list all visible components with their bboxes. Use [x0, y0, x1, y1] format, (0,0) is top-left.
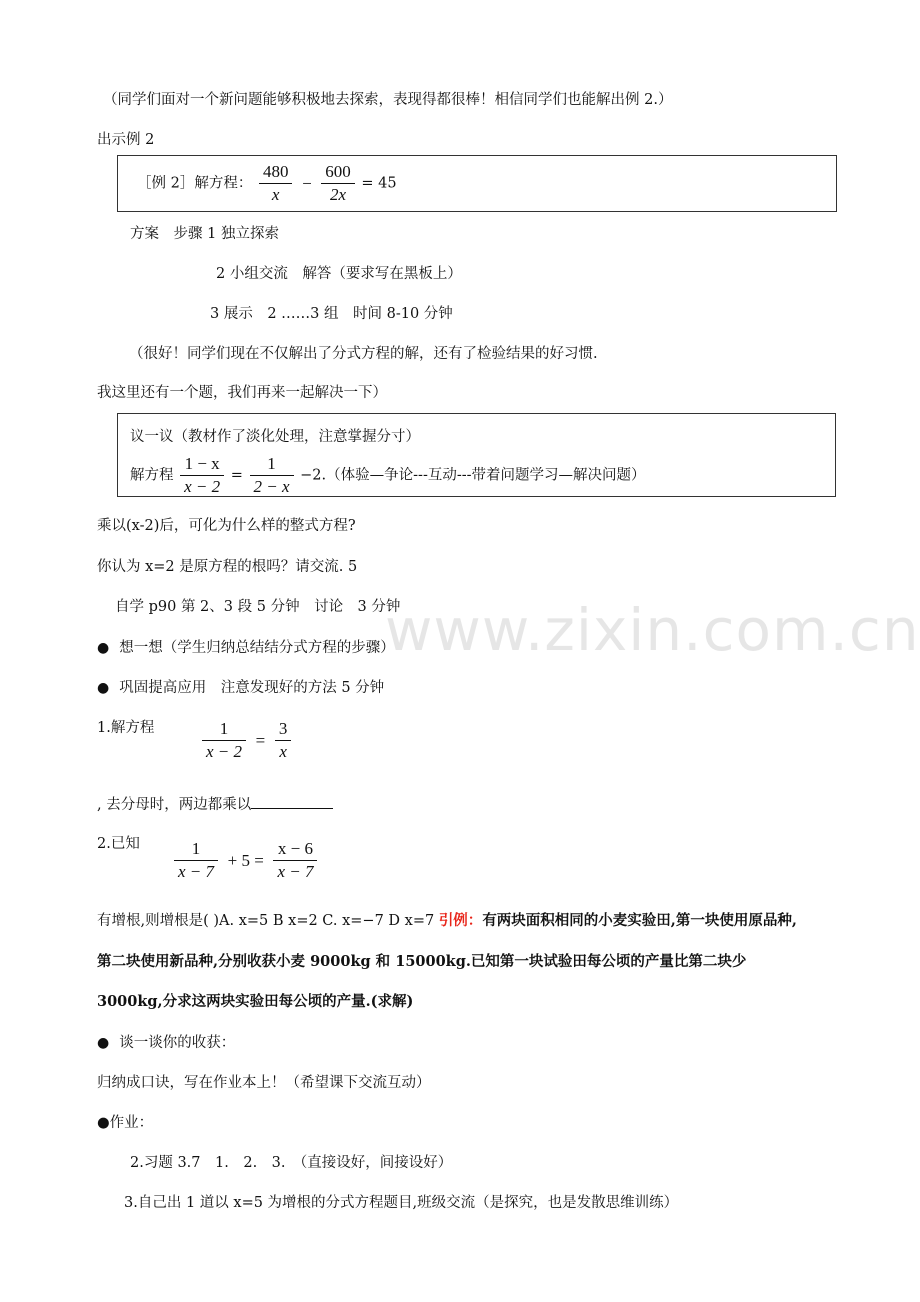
example-intro-text-1: 有两块面积相同的小麦实验田,第一块使用原品种, — [482, 912, 797, 929]
bullet-icon: ● — [97, 680, 110, 696]
self-study: 自学 p90 第 2、3 段 5 分钟 讨论 3 分钟 — [115, 599, 401, 615]
praise-line-2: 我这里还有一个题，我们再来一起解决一下） — [97, 385, 387, 401]
praise-line-1: （很好！同学们现在不仅解出了分式方程的解，还有了检验结果的好习惯. — [129, 346, 598, 362]
fraction-1-over-x-minus-2 — [202, 718, 246, 763]
exercise-1-text: , 去分母时，两边都乘以 — [97, 797, 252, 813]
plan-step-3: 3 展示 2 ……3 组 时间 8-10 分钟 — [210, 306, 453, 322]
plan-step-1: 方案 步骤 1 独立探索 — [130, 226, 279, 242]
bullet-icon: ● — [97, 1035, 110, 1051]
intro-paragraph: （同学们面对一个新问题能够积极地去探索，表现得都很棒！相信同学们也能解出例 2.） — [103, 92, 673, 108]
example-2-equation — [137, 161, 397, 206]
bullet-think-text: 想一想（学生归纳总结结分式方程的步骤） — [119, 640, 395, 656]
fraction-1-minus-x-over-x-minus-2 — [180, 453, 224, 498]
example-intro-text-2: 第二块使用新品种,分别收获小麦 9000kg 和 15000kg.已知第一块试验田每公顷的产量比第二块少 — [97, 953, 747, 970]
equation-rhs: = 45 — [361, 175, 397, 192]
show-example-2: 出示例 2 — [97, 132, 155, 148]
discuss-title: 议一议（教材作了淡化处理，注意掌握分寸） — [130, 429, 420, 445]
numerator: 3 — [275, 718, 292, 741]
question-1: 乘以(x-2)后，可化为什么样的整式方程? — [97, 518, 356, 534]
minus-sign: − — [302, 173, 312, 193]
homework-item-2: 3.自己出 1 道以 x=5 为增根的分式方程题目,班级交流（是探究，也是发散思维训练） — [124, 1195, 679, 1211]
exercise-1-question — [97, 794, 333, 815]
denominator: 2 − x — [253, 477, 290, 496]
exercise-2-choices: 有增根,则增根是( )A. x=5 B x=2 C. x=−7 D x=7 — [97, 913, 439, 929]
fraction-480-over-x — [259, 161, 293, 206]
question-2: 你认为 x=2 是原方程的根吗？请交流. 5 — [97, 559, 358, 575]
fraction-1-over-x-minus-7 — [174, 838, 218, 883]
exercise-1-equation — [200, 718, 293, 763]
denominator: x — [271, 185, 280, 204]
numerator: 480 — [259, 161, 293, 184]
fraction-3-over-x — [275, 718, 292, 763]
exercise-2-equation — [172, 838, 319, 883]
numerator: 1 — [202, 718, 246, 741]
summary: 归纳成口诀，写在作业本上！（希望课下交流互动） — [97, 1075, 431, 1091]
fraction-x-minus-6-over-x-minus-7 — [273, 838, 317, 883]
discuss-label: 解方程 — [130, 467, 174, 484]
denominator: x − 7 — [178, 862, 215, 881]
bullet-reflect-text: 谈一谈你的收获： — [119, 1035, 236, 1051]
denominator: 2x — [329, 185, 347, 204]
bullet-consolidate-text: 巩固提高应用 注意发现好的方法 5 分钟 — [119, 680, 385, 696]
equals-sign: = — [255, 730, 266, 750]
exercise-1-label: 1.解方程 — [97, 720, 155, 736]
bullet-consolidate — [97, 678, 384, 698]
plan-step-2: 2 小组交流 解答（要求写在黑板上） — [216, 266, 462, 282]
denominator: x — [279, 742, 287, 761]
exercise-2-options — [97, 911, 797, 931]
numerator: 1 − x — [180, 453, 224, 476]
plus-five-equals: + 5 = — [227, 850, 264, 870]
watermark: www.zixin.com.cn — [385, 596, 920, 664]
homework-item-1: 2.习题 3.7 1. 2. 3. （直接设好，间接设好） — [130, 1155, 453, 1171]
numerator: 1 — [174, 838, 218, 861]
exercise-2-label: 2.已知 — [97, 836, 140, 852]
fraction-1-over-2-minus-x — [250, 453, 294, 498]
fraction-600-over-2x — [321, 161, 355, 206]
bullet-icon: ● — [97, 640, 110, 656]
answer-blank — [251, 794, 333, 809]
discuss-tail: −2.（体验—争论---互动---带着问题学习—解决问题） — [300, 467, 646, 484]
numerator: x − 6 — [273, 838, 317, 861]
denominator: x − 2 — [206, 742, 243, 761]
homework-title: ●作业： — [97, 1115, 154, 1131]
example-2-label: ［例 2］解方程： — [137, 175, 253, 192]
example-intro-text-3: 3000kg,分求这两块实验田每公顷的产量.(求解) — [97, 993, 414, 1010]
denominator: x − 7 — [277, 862, 314, 881]
example-intro-label: 引例： — [438, 912, 483, 929]
numerator: 1 — [250, 453, 294, 476]
bullet-reflect — [97, 1033, 235, 1053]
bullet-think — [97, 638, 395, 658]
denominator: x − 2 — [184, 477, 221, 496]
equals-sign: = — [230, 467, 243, 484]
numerator: 600 — [321, 161, 355, 184]
discuss-equation — [130, 453, 646, 498]
